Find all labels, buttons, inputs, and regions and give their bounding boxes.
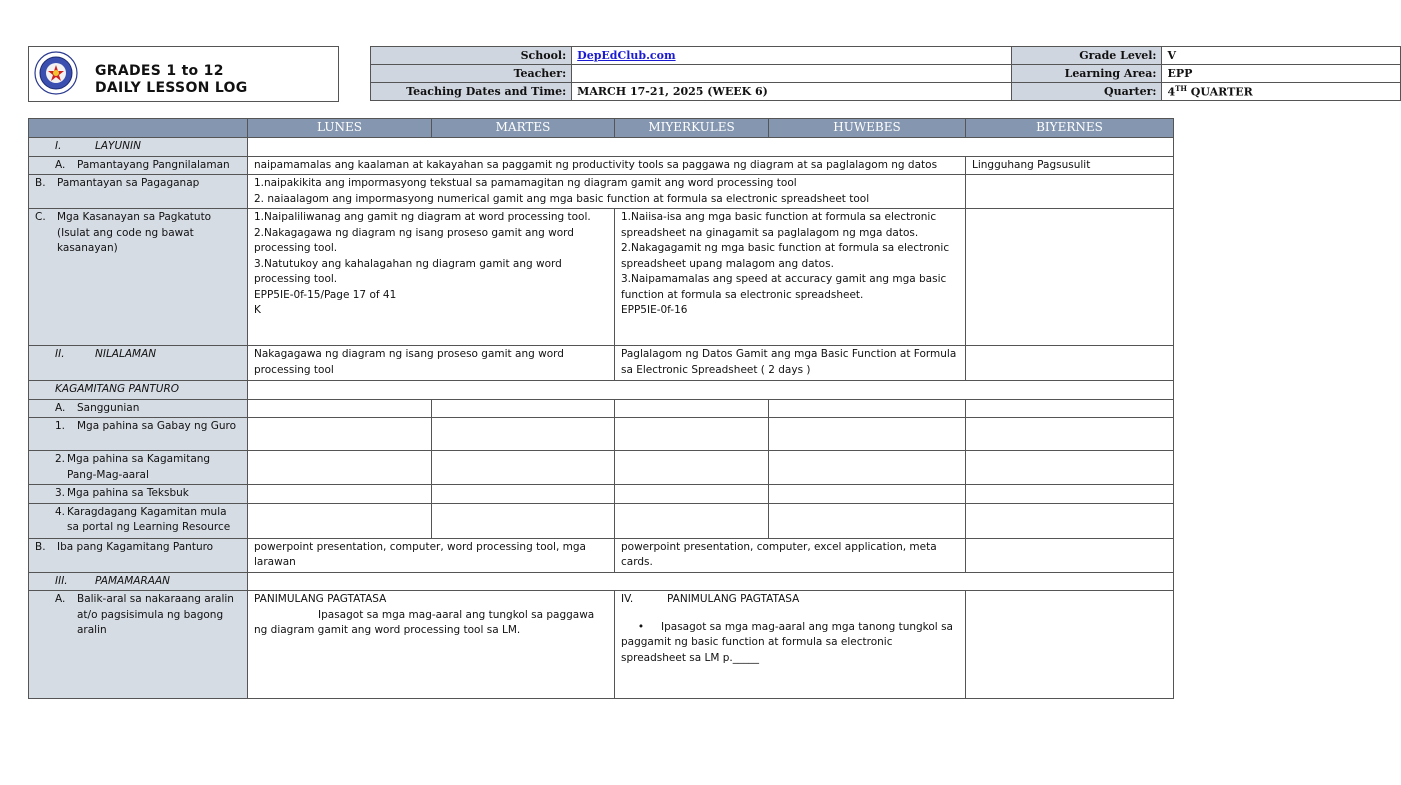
gabay-wed xyxy=(615,418,769,451)
kasanayan-label: C. Mga Kasanayan sa Pagkatuto (Isulat ang code ng bawat kasanayan) xyxy=(29,209,248,346)
teksbuk-row xyxy=(29,485,1174,504)
kagamitang-mag-aaral-mon xyxy=(248,451,432,485)
balik-aral-wednesday xyxy=(615,591,966,699)
teacher-label: Teacher: xyxy=(371,65,572,83)
pangnilalaman-row xyxy=(29,156,1174,175)
bullet-icon: • xyxy=(637,620,645,633)
balik-aral-friday xyxy=(966,591,1174,699)
page-title xyxy=(95,63,248,97)
quarter-label: Quarter: xyxy=(1011,83,1162,101)
info-table xyxy=(370,46,1401,101)
layunin-label: I. LAYUNIN xyxy=(29,138,248,157)
karagdagan-mon xyxy=(248,503,432,538)
teksbuk-tue xyxy=(432,485,615,504)
balik-aral-monday-title: PANIMULANG PAGTATASA xyxy=(254,593,387,605)
gabay-label: 1. Mga pahina sa Gabay ng Guro xyxy=(29,418,248,451)
gabay-fri xyxy=(966,418,1174,451)
layunin-cell xyxy=(248,138,1174,157)
lesson-log-table xyxy=(28,118,1174,699)
dates-label: Teaching Dates and Time: xyxy=(371,83,572,101)
nilalaman-row xyxy=(29,346,1174,381)
pagganap-row xyxy=(29,175,1174,209)
school-label: School: xyxy=(371,47,572,65)
sanggunian-row xyxy=(29,399,1174,418)
sanggunian-tue xyxy=(432,399,615,418)
balik-aral-label: A. Balik-aral sa nakaraang aralin at/o pagsisimula ng bagong aralin xyxy=(29,591,248,699)
gabay-thu xyxy=(769,418,966,451)
nilalaman-friday xyxy=(966,346,1174,381)
kasanayan-friday xyxy=(966,209,1174,346)
kagamitan-row xyxy=(29,381,1174,400)
balik-aral-monday-body: Ipasagot sa mga mag-aaral ang tungkol sa paggawa ng diagram gamit ang word processing tool sa LM. xyxy=(254,608,595,636)
gabay-mon xyxy=(248,418,432,451)
sanggunian-label: A. Sanggunian xyxy=(29,399,248,418)
kasanayan-row xyxy=(29,209,1174,346)
days-header-blank xyxy=(29,119,248,138)
pangnilalaman-content: naipamamalas ang kaalaman at kakayahan sa paggamit ng productivity tools sa paggawa ng diagram at sa paglalagom ng datos xyxy=(248,156,966,175)
iba-pang-wednesday: powerpoint presentation, computer, excel application, meta cards. xyxy=(615,538,966,572)
school-link[interactable]: DepEdClub.com xyxy=(577,49,676,62)
pangnilalaman-friday: Lingguhang Pagsusulit xyxy=(966,156,1174,175)
day-friday: BIYERNES xyxy=(966,119,1174,138)
iba-pang-row xyxy=(29,538,1174,572)
balik-aral-wednesday-body: • Ipasagot sa mga mag-aaral ang mga tanong tungkol sa paggamit ng basic function at formula sa electronic spreadsheet sa LM p._____ xyxy=(621,620,953,664)
iba-pang-friday xyxy=(966,538,1174,572)
balik-aral-wednesday-title: IV. PANIMULANG PAGTATASA xyxy=(621,593,800,605)
gabay-tue xyxy=(432,418,615,451)
kagamitang-mag-aaral-fri xyxy=(966,451,1174,485)
kagamitang-mag-aaral-row xyxy=(29,451,1174,485)
teksbuk-thu xyxy=(769,485,966,504)
karagdagan-thu xyxy=(769,503,966,538)
day-thursday: HUWEBES xyxy=(769,119,966,138)
kasanayan-wednesday: 1.Naiisa-isa ang mga basic function at formula sa electronic spreadsheet na ginagamit sa paglalagom ng mga datos. 2.Nakagagamit ng mga basic function at formula sa electronic spreadsheet upang malagom ang datos. 3.Naipamamalas ang speed at accuracy gamit ang mga basic function at formula sa electronic spreadsheet. EPP5IE-0f-16 xyxy=(615,209,966,346)
pamamaraan-row xyxy=(29,572,1174,591)
kagamitang-mag-aaral-label: 2. Mga pahina sa Kagamitang Pang-Mag-aaral xyxy=(29,451,248,485)
sanggunian-fri xyxy=(966,399,1174,418)
nilalaman-monday: Nakagagawa ng diagram ng isang proseso gamit ang word processing tool xyxy=(248,346,615,381)
grade-label: Grade Level: xyxy=(1011,47,1162,65)
pagganap-label: B. Pamantayan sa Pagaganap xyxy=(29,175,248,209)
kagamitan-cell xyxy=(248,381,1174,400)
karagdagan-fri xyxy=(966,503,1174,538)
layunin-row xyxy=(29,138,1174,157)
nilalaman-wednesday: Paglalagom ng Datos Gamit ang mga Basic Function at Formula sa Electronic Spreadsheet ( 2 days ) xyxy=(615,346,966,381)
sanggunian-wed xyxy=(615,399,769,418)
karagdagan-tue xyxy=(432,503,615,538)
teksbuk-label: 3. Mga pahina sa Teksbuk xyxy=(29,485,248,504)
quarter-value: 4TH QUARTER xyxy=(1162,83,1401,101)
karagdagan-row xyxy=(29,503,1174,538)
teksbuk-mon xyxy=(248,485,432,504)
kagamitang-mag-aaral-tue xyxy=(432,451,615,485)
day-monday: LUNES xyxy=(248,119,432,138)
day-tuesday: MARTES xyxy=(432,119,615,138)
karagdagan-label: 4. Karagdagang Kagamitan mula sa portal ng Learning Resource xyxy=(29,503,248,538)
pamamaraan-cell xyxy=(248,572,1174,591)
area-label: Learning Area: xyxy=(1011,65,1162,83)
teacher-value xyxy=(572,65,1012,83)
sanggunian-mon xyxy=(248,399,432,418)
title-line-1: GRADES 1 to 12 xyxy=(95,63,224,79)
teksbuk-wed xyxy=(615,485,769,504)
pagganap-content: 1.naipakikita ang impormasyong tekstual sa pamamagitan ng diagram gamit ang word processing tool 2. naiaalagom ang impormasyong numerical gamit ang mga basic function at formula sa electronic spreadsheet tool xyxy=(248,175,966,209)
pagganap-friday xyxy=(966,175,1174,209)
iba-pang-monday: powerpoint presentation, computer, word processing tool, mga larawan xyxy=(248,538,615,572)
pamamaraan-label: III. PAMAMARAAN xyxy=(29,572,248,591)
gabay-row xyxy=(29,418,1174,451)
sanggunian-thu xyxy=(769,399,966,418)
title-box xyxy=(28,46,339,102)
iba-pang-label: B. Iba pang Kagamitang Panturo xyxy=(29,538,248,572)
dates-value: MARCH 17-21, 2025 (WEEK 6) xyxy=(572,83,1012,101)
school-value xyxy=(572,47,1012,65)
days-header-row xyxy=(29,119,1174,138)
day-wednesday: MIYERKULES xyxy=(615,119,769,138)
teksbuk-fri xyxy=(966,485,1174,504)
balik-aral-row xyxy=(29,591,1174,699)
grade-value: V xyxy=(1162,47,1401,65)
kasanayan-monday: 1.Naipaliliwanag ang gamit ng diagram at word processing tool. 2.Nakagagawa ng diagram ng isang proseso gamit ang word processing tool. 3.Natutukoy ang kahalagahan ng diagram gamit ang word processing tool. EPP5IE-0f-15/Page 17 of 41 K xyxy=(248,209,615,346)
kagamitan-label: KAGAMITANG PANTURO xyxy=(29,381,248,400)
karagdagan-wed xyxy=(615,503,769,538)
area-value: EPP xyxy=(1162,65,1401,83)
pangnilalaman-label: A. Pamantayang Pangnilalaman xyxy=(29,156,248,175)
title-line-2: DAILY LESSON LOG xyxy=(95,80,248,96)
deped-seal-icon xyxy=(34,51,78,95)
nilalaman-label: II. NILALAMAN xyxy=(29,346,248,381)
header xyxy=(28,46,1253,102)
kagamitang-mag-aaral-wed xyxy=(615,451,769,485)
kagamitang-mag-aaral-thu xyxy=(769,451,966,485)
balik-aral-monday xyxy=(248,591,615,699)
